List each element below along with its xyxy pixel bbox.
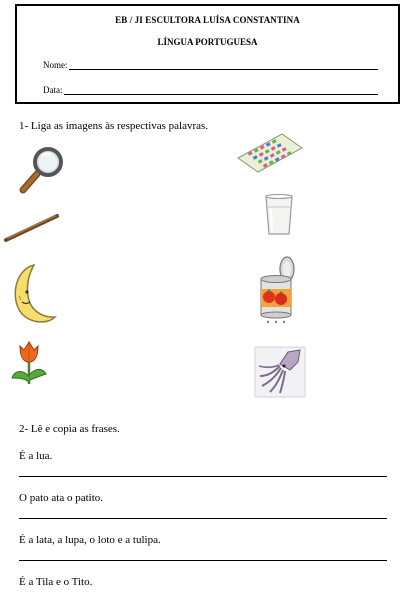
sentence-2: O pato ata o patito. [19, 492, 104, 504]
tulip-icon[interactable] [10, 338, 48, 388]
header-box [15, 4, 400, 104]
stick-icon[interactable] [2, 212, 60, 244]
lottery-ticket-icon[interactable] [236, 132, 304, 174]
date-label: Data: [43, 85, 63, 95]
sentence-3: É a lata, a lupa, o loto e a tulipa. [19, 534, 161, 546]
date-write-line[interactable] [64, 86, 379, 95]
exercise2-instruction: 2- Lê e copia as frases. [19, 423, 120, 435]
answer-line-2[interactable] [19, 518, 387, 519]
subject-title: LÍNGUA PORTUGUESA [157, 37, 258, 47]
name-field-row [43, 60, 378, 70]
sentence-4: É a Tila e o Tito. [19, 576, 93, 588]
name-write-line[interactable] [69, 61, 379, 70]
crescent-moon-icon[interactable] [8, 262, 58, 326]
glass-of-milk-icon[interactable] [263, 193, 295, 237]
answer-line-1[interactable] [19, 476, 387, 477]
date-field-row [43, 85, 378, 95]
name-label: Nome: [43, 60, 68, 70]
sentence-1: É a lua. [19, 450, 53, 462]
tomato-can-icon[interactable] [256, 255, 296, 325]
school-name: EB / JI ESCULTORA LUÍSA CONSTANTINA [115, 15, 300, 25]
magnifying-glass-icon[interactable] [15, 146, 67, 196]
exercise1-instruction: 1- Liga as imagens às respectivas palavras. [19, 120, 209, 132]
answer-line-3[interactable] [19, 560, 387, 561]
squid-icon[interactable] [254, 346, 306, 398]
